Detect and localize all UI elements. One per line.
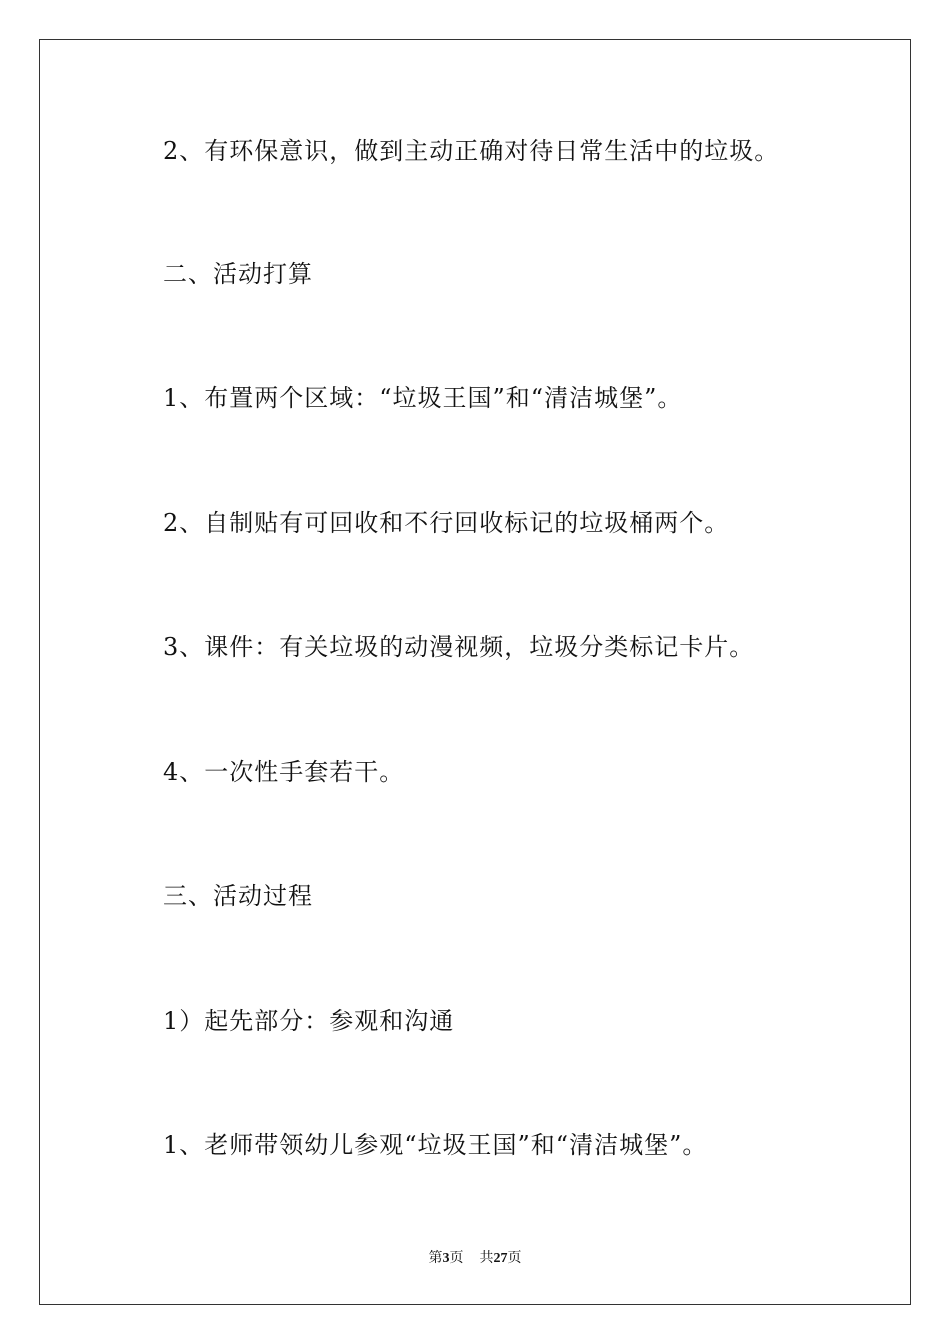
body-paragraph: 4、一次性手套若干。 [163, 758, 405, 786]
body-paragraph: 2、有环保意识，做到主动正确对待日常生活中的垃圾。 [163, 137, 780, 165]
total-suffix: 页 [507, 1251, 522, 1266]
page-prefix: 第 [428, 1251, 443, 1266]
body-paragraph: 1、布置两个区域：“垃圾王国”和“清洁城堡”。 [163, 384, 683, 412]
page-border [39, 39, 911, 1305]
body-paragraph: 1、老师带领幼儿参观“垃圾王国”和“清洁城堡”。 [163, 1131, 708, 1159]
page-footer [0, 1247, 950, 1267]
total-pages: 27 [493, 1251, 508, 1266]
total-prefix: 共 [479, 1251, 494, 1266]
body-paragraph: 2、自制贴有可回收和不行回收标记的垃圾桶两个。 [163, 509, 730, 537]
page-suffix: 页 [449, 1251, 464, 1266]
section-heading: 三、活动过程 [163, 882, 313, 910]
subsection-heading: 1）起先部分：参观和沟通 [163, 1007, 455, 1035]
body-paragraph: 3、课件：有关垃圾的动漫视频，垃圾分类标记卡片。 [163, 633, 755, 661]
page-number: 3 [442, 1251, 450, 1266]
section-heading: 二、活动打算 [163, 260, 313, 288]
